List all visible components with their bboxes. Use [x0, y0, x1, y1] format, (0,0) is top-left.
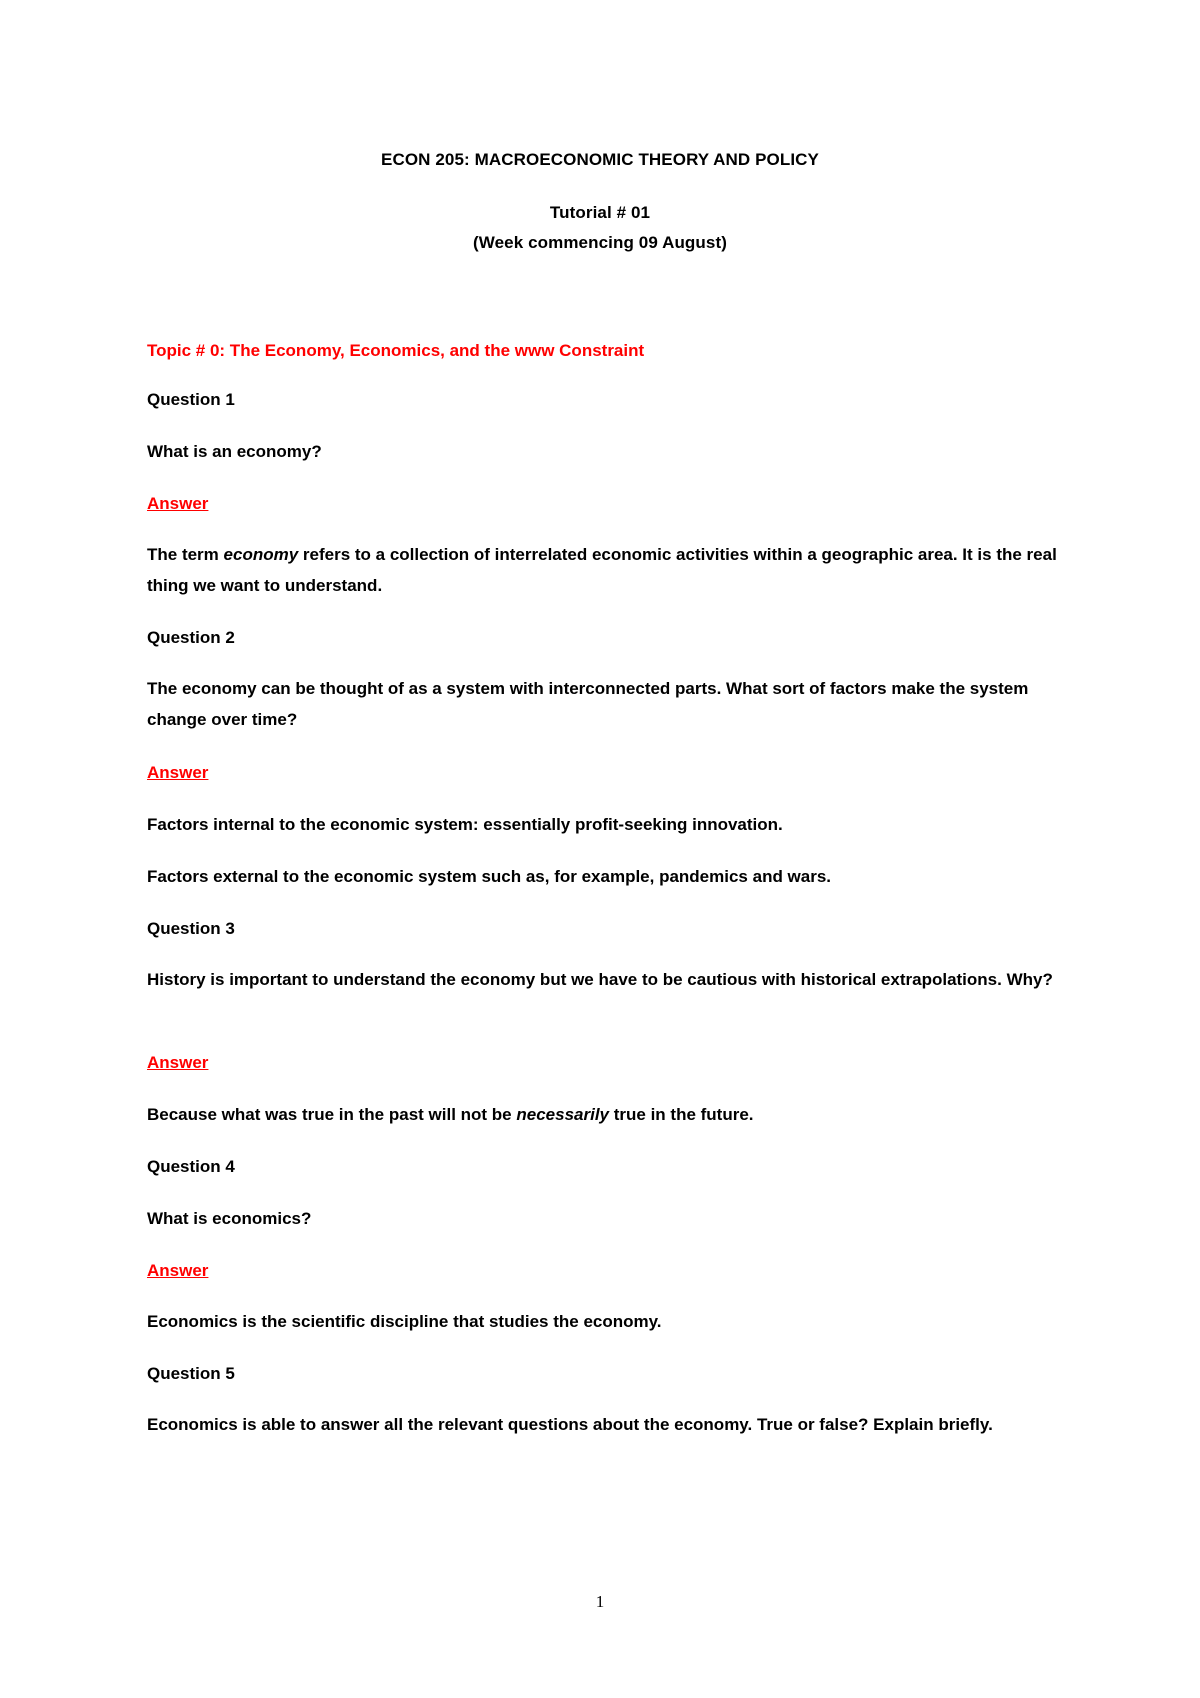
- topic-heading: Topic # 0: The Economy, Economics, and the www Constraint: [147, 341, 645, 360]
- question-4-label: Question 4: [147, 1157, 235, 1176]
- question-5-label: Question 5: [147, 1364, 235, 1383]
- question-3-label: Question 3: [147, 919, 235, 938]
- answer-1-label: Answer: [147, 494, 209, 513]
- question-1-text: What is an economy?: [147, 442, 322, 461]
- answer-2-text-1: Factors internal to the economic system: essentially profit-seeking innovation.: [147, 815, 783, 834]
- question-2-text: The economy can be thought of as a system with interconnected parts. What sort of factors make the system change over time?: [147, 679, 1029, 729]
- question-2-label: Question 2: [147, 628, 235, 647]
- course-title: ECON 205: MACROECONOMIC THEORY AND POLICY: [381, 150, 819, 169]
- week-commencing: (Week commencing 09 August): [473, 233, 727, 252]
- answer-2-text-2: Factors external to the economic system such as, for example, pandemics and wars.: [147, 867, 832, 886]
- tutorial-number: Tutorial # 01: [549, 203, 651, 222]
- answer-3-label: Answer: [147, 1053, 209, 1072]
- answer-4-label: Answer: [147, 1261, 209, 1280]
- question-5-text: Economics is able to answer all the relevant questions about the economy. True or false? Explain briefly.: [147, 1415, 993, 1434]
- answer-1-emphasis: economy: [223, 545, 299, 564]
- answer-3-emphasis: necessarily: [516, 1105, 610, 1124]
- answer-1-text: The term economy refers to a collection of interrelated economic activities within a geographic area. It is the real thing we want to understand.: [147, 545, 1057, 595]
- answer-4-text: Economics is the scientific discipline that studies the economy.: [147, 1312, 662, 1331]
- page-number: 1: [595, 1592, 605, 1611]
- question-3-text: History is important to understand the economy but we have to be cautious with historical extrapolations. Why?: [147, 970, 1053, 989]
- answer-3-text: Because what was true in the past will not be necessarily true in the future.: [147, 1105, 754, 1124]
- answer-2-label: Answer: [147, 763, 209, 782]
- question-1-label: Question 1: [147, 390, 235, 409]
- question-4-text: What is economics?: [147, 1209, 312, 1228]
